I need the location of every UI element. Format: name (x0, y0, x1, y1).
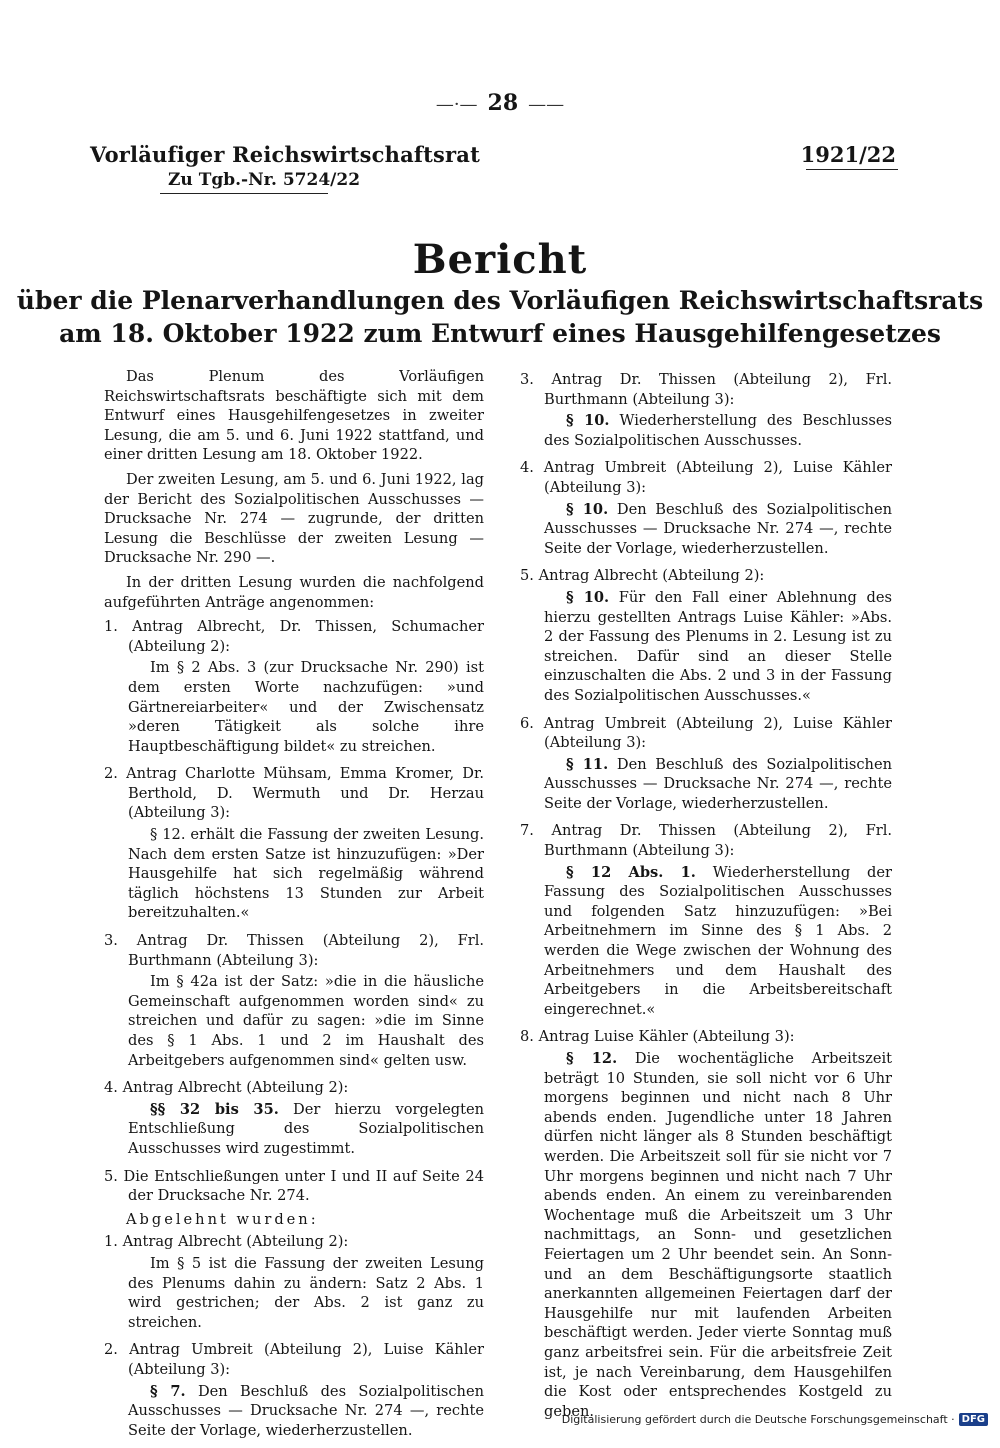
item-heading: 5. Antrag Albrecht (Abteilung 2): (520, 567, 765, 585)
item-body (128, 825, 484, 923)
header-reference: Zu Tgb.-Nr. 5724/22 (168, 170, 361, 190)
item-heading: 4. Antrag Albrecht (Abteilung 2): (104, 1079, 349, 1097)
rejected-item (104, 1232, 484, 1332)
subtitle-line-2: am 18. Oktober 1922 zum Entwurf eines Hausgehilfengesetzes (59, 319, 941, 348)
accepted-item (104, 617, 484, 756)
header-year: 1921/22 (800, 142, 896, 167)
rejected-item (520, 821, 892, 1019)
section-reference: § 12 Abs. 1. (566, 863, 696, 881)
item-body (544, 1049, 892, 1421)
document-subtitle (0, 284, 1000, 350)
document-title: Bericht (412, 236, 588, 283)
item-body (128, 1100, 484, 1159)
rejected-item (520, 566, 892, 705)
item-heading: 1. Antrag Albrecht, Dr. Thissen, Schumacher (Abteilung 2): (104, 618, 484, 655)
item-text: § 12. erhält die Fassung der zweiten Lesung. Nach dem ersten Satze ist hinzuzufügen: »Der Hausgehilfe hat sich regelmäßig während täglich höchstens 13 Stunden zur Arbeit bereitzuhalten.« (128, 826, 484, 922)
header-institution: Vorläufiger Reichswirtschaftsrat (90, 142, 481, 167)
header-reference-rule (160, 193, 328, 194)
item-body (544, 755, 892, 814)
section-reference: § 11. (566, 755, 609, 773)
item-body (128, 658, 484, 756)
item-heading: 5. Die Entschließungen unter I und II auf Seite 24 der Drucksache Nr. 274. (104, 1167, 484, 1205)
item-body (544, 863, 892, 1020)
left-column (104, 367, 484, 1448)
accepted-item (104, 1167, 484, 1206)
item-heading: 3. Antrag Dr. Thissen (Abteilung 2), Frl. Burthmann (Abteilung 3): (520, 371, 892, 408)
item-heading: 4. Antrag Umbreit (Abteilung 2), Luise Kähler (Abteilung 3): (520, 459, 892, 496)
item-body (544, 588, 892, 706)
rejected-item (520, 370, 892, 450)
item-heading: 8. Antrag Luise Kähler (Abteilung 3): (520, 1028, 795, 1046)
item-text: Wiederherstellung der Fassung des Sozialpolitischen Ausschusses und folgenden Satz hinzuzufügen: »Bei Arbeitnehmern im Sinne des § 1 Abs. 2 werden die Wege zwischen der Wohnung des Arbeitnehmers und dem Haushalt des Arbeitgebers in die Arbeitsbereitschaft eingerechnet.« (544, 863, 892, 1018)
intro-paragraph: Der zweiten Lesung, am 5. und 6. Juni 1922, lag der Bericht des Sozialpolitischen Ausschusses — Drucksache Nr. 274 — zugrunde, der dritten Lesung die Beschlüsse der zweiten Lesung — Drucksache Nr. 290 —. (104, 470, 484, 567)
section-reference: § 10. (566, 412, 610, 430)
rejected-heading: Abgelehnt wurden: (126, 1210, 319, 1228)
item-text: Im § 2 Abs. 3 (zur Drucksache Nr. 290) ist dem ersten Worte nachzufügen: »und Gärtnereiarbeiter« und der Zwischensatz »deren Tätigkeit als solche ihre Hauptbeschäftigung bildet« zu streichen. (128, 659, 484, 755)
page-number-value: 28 (487, 90, 519, 116)
item-heading: 6. Antrag Umbreit (Abteilung 2), Luise Kähler (Abteilung 3): (520, 714, 892, 752)
section-reference: §§ 32 bis 35. (150, 1100, 279, 1118)
dfg-logo: DFG (959, 1413, 988, 1426)
accepted-item (104, 764, 484, 923)
item-text: Den Beschluß des Sozialpolitischen Ausschusses — Drucksache Nr. 274 —, rechte Seite der Vorlage, wiederherzustellen. (544, 755, 892, 812)
section-reference: § 12. (566, 1050, 618, 1067)
section-reference: § 10. (566, 500, 609, 518)
footer-credit (562, 1413, 988, 1426)
item-body (128, 972, 484, 1070)
accepted-item (104, 931, 484, 1070)
intro-paragraph: In der dritten Lesung wurden die nachfolgend aufgeführten Anträge angenommen: (104, 573, 484, 611)
item-body (128, 1254, 484, 1332)
item-text: Den Beschluß des Sozialpolitischen Ausschusses — Drucksache Nr. 274 —, rechte Seite der Vorlage, wiederherzustellen. (128, 1382, 484, 1439)
page-number: —·— 28 —— (435, 90, 565, 116)
item-text: Der hierzu vorgelegten Entschließung des Sozialpolitischen Ausschusses wird zugestimmt. (128, 1100, 485, 1157)
item-text: Im § 5 ist die Fassung der zweiten Lesung des Plenums dahin zu ändern: Satz 2 Abs. 1 wird gestrichen; der Abs. 2 ist ganz zu streichen. (128, 1254, 484, 1331)
item-text: Wiederherstellung des Beschlusses des Sozialpolitischen Ausschusses. (544, 412, 892, 449)
item-body (544, 411, 892, 450)
item-heading: 2. Antrag Umbreit (Abteilung 2), Luise Kähler (Abteilung 3): (104, 1341, 484, 1378)
item-body (544, 500, 892, 559)
item-heading: 7. Antrag Dr. Thissen (Abteilung 2), Frl. Burthmann (Abteilung 3): (520, 822, 892, 860)
section-reference: § 7. (150, 1382, 186, 1400)
item-heading: 2. Antrag Charlotte Mühsam, Emma Kromer, Dr. Berthold, D. Wermuth und Dr. Herzau (Abteilung 3): (104, 765, 484, 822)
footer-text: Digitalisierung gefördert durch die Deutsche Forschungsgemeinschaft · (561, 1413, 955, 1426)
rejected-item (520, 714, 892, 814)
subtitle-line-1: über die Plenarverhandlungen des Vorläufigen Reichswirtschaftsrats (16, 286, 984, 315)
item-heading: 3. Antrag Dr. Thissen (Abteilung 2), Frl. Burthmann (Abteilung 3): (104, 932, 484, 969)
section-reference: § 10. (566, 588, 610, 606)
rejected-item (520, 1027, 892, 1421)
item-heading: 1. Antrag Albrecht (Abteilung 2): (104, 1233, 349, 1251)
intro-paragraph: Das Plenum des Vorläufigen Reichswirtschaftsrats beschäftigte sich mit dem Entwurf eines Hausgehilfengesetzes in zweiter Lesung, die am 5. und 6. Juni 1922 stattfand, und einer dritten Lesung am 18. Oktober 1922. (104, 368, 484, 464)
item-text: Die wochentägliche Arbeitszeit beträgt 10 Stunden, sie soll nicht vor 6 Uhr morgens beginnen und nicht nach 8 Uhr abends enden. Jugendliche unter 18 Jahren dürfen nicht länger als 8 Stunden beschäftigt werden. Die Arbeitszeit soll für sie nicht vor 7 Uhr morgens beginnen und nicht nach 7 Uhr abends enden. An einem zu vereinbarenden Wochentage muß die Arbeitszeit um 3 Uhr nachmittags, an Sonn- und gesetzlichen Feiertagen um 2 Uhr beendet sein. An Sonn- und an dem Beschäftigungsorte staatlich anerkannten allgemeinen Feiertagen darf der Hausgehilfe nur mit laufenden Arbeiten beschäftigt werden. Jeder vierte Sonntag muß ganz arbeitsfrei sein. Für die arbeitsfreie Zeit ist, je nach Vereinbarung, dem Hausgehilfen die Kost oder entsprechendes Kostgeld zu geben. (544, 1050, 892, 1420)
right-column (520, 367, 892, 1429)
item-text: Für den Fall einer Ablehnung des hierzu gestellten Antrags Luise Kähler: »Abs. 2 der Fassung des Plenums in 2. Lesung ist zu streichen. Dafür sind an dieser Stelle einzuschalten die Abs. 2 und 3 in der Fassung des Sozialpolitischen Ausschusses.« (544, 588, 892, 704)
rejected-item (520, 458, 892, 558)
item-text: Den Beschluß des Sozialpolitischen Ausschusses — Drucksache Nr. 274 —, rechte Seite der Vorlage, wiederherzustellen. (544, 500, 892, 557)
item-text: Im § 42a ist der Satz: »die in die häusliche Gemeinschaft aufgenommen worden sind« zu streichen und dafür zu sagen: »die im Sinne des § 1 Abs. 1 und 2 im Haushalt des Arbeitgebers aufgenommen sind« gelten usw. (128, 973, 484, 1069)
header-year-rule (806, 169, 898, 170)
accepted-item (104, 1078, 484, 1158)
item-body (128, 1382, 484, 1441)
rejected-item (104, 1340, 484, 1440)
